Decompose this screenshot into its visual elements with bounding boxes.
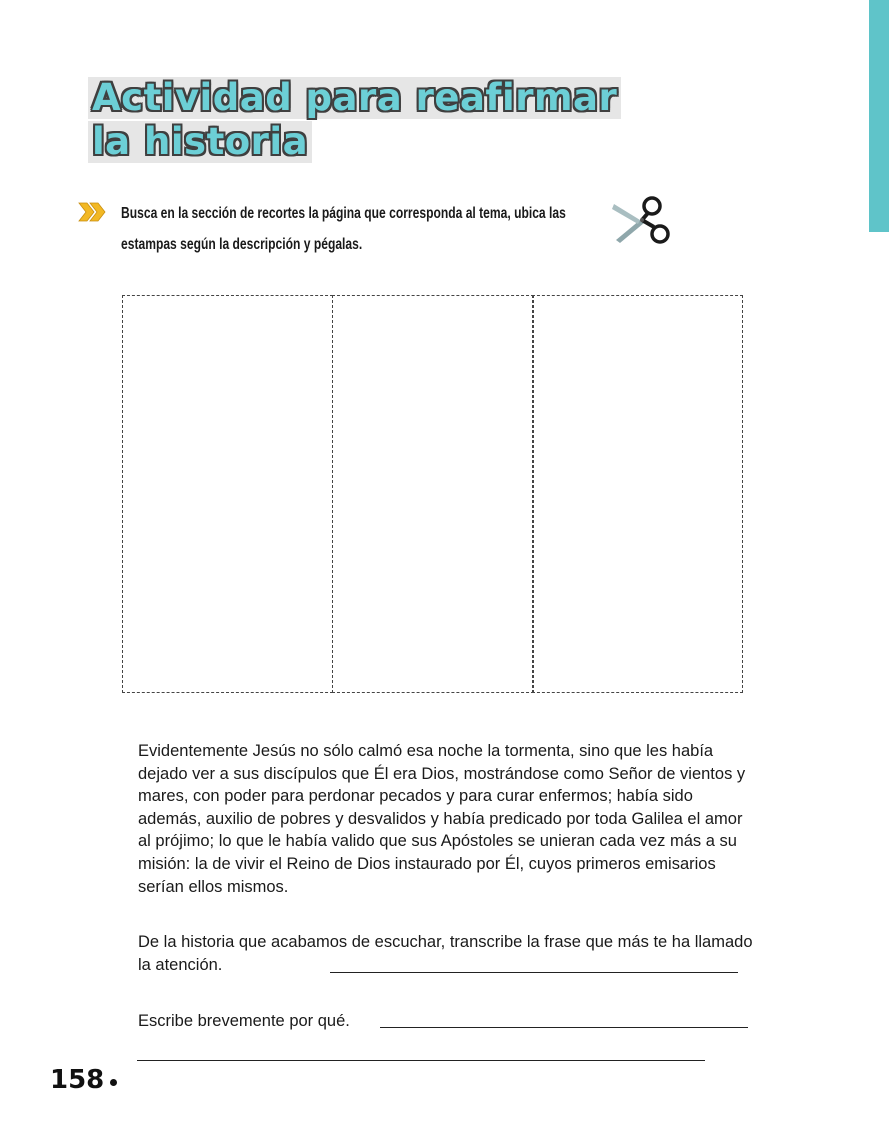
answer-line-2[interactable] (380, 1027, 748, 1028)
story-paragraph: Evidentemente Jesús no sólo calmó esa noche la tormenta, sino que les había dejado ver a sus discípulos que Él era Dios, mostrándose como Señor de vientos y mares, con poder para perdonar pecados y para curar enfermos; había sido además, auxilio de pobres y desvalidos y había predicado por toda Galilea el amor al prójimo; lo que le había valido que sus Apóstoles se unieran cada vez más a su misión: la de vivir el Reino de Dios instaurado por Él, cuyos primeros emisarios serían ellos mismos. (138, 742, 746, 896)
scissors-icon (610, 190, 674, 248)
cutout-box-3[interactable] (532, 295, 743, 693)
instruction-text: Busca en la sección de recortes la página que corresponda al tema, ubica las estampas según la descripción y pégalas. (121, 205, 566, 253)
page-number-dot (110, 1079, 117, 1086)
side-color-tab (869, 0, 889, 232)
cutout-box-1[interactable] (122, 295, 333, 693)
activity-title (88, 77, 621, 163)
answer-line-1[interactable] (330, 972, 738, 973)
question-1: De la historia que acabamos de escuchar, transcribe la frase que más te ha llamado la atención. (138, 933, 753, 974)
double-chevron-right-icon (78, 202, 108, 222)
answer-line-3[interactable] (137, 1060, 705, 1061)
title-line-2: la historia (88, 121, 312, 163)
question-2: Escribe brevemente por qué. (138, 1012, 350, 1030)
title-line-1: Actividad para reafirmar (88, 77, 621, 119)
page-number: 158 (50, 1065, 105, 1095)
cutout-box-2[interactable] (332, 295, 534, 693)
